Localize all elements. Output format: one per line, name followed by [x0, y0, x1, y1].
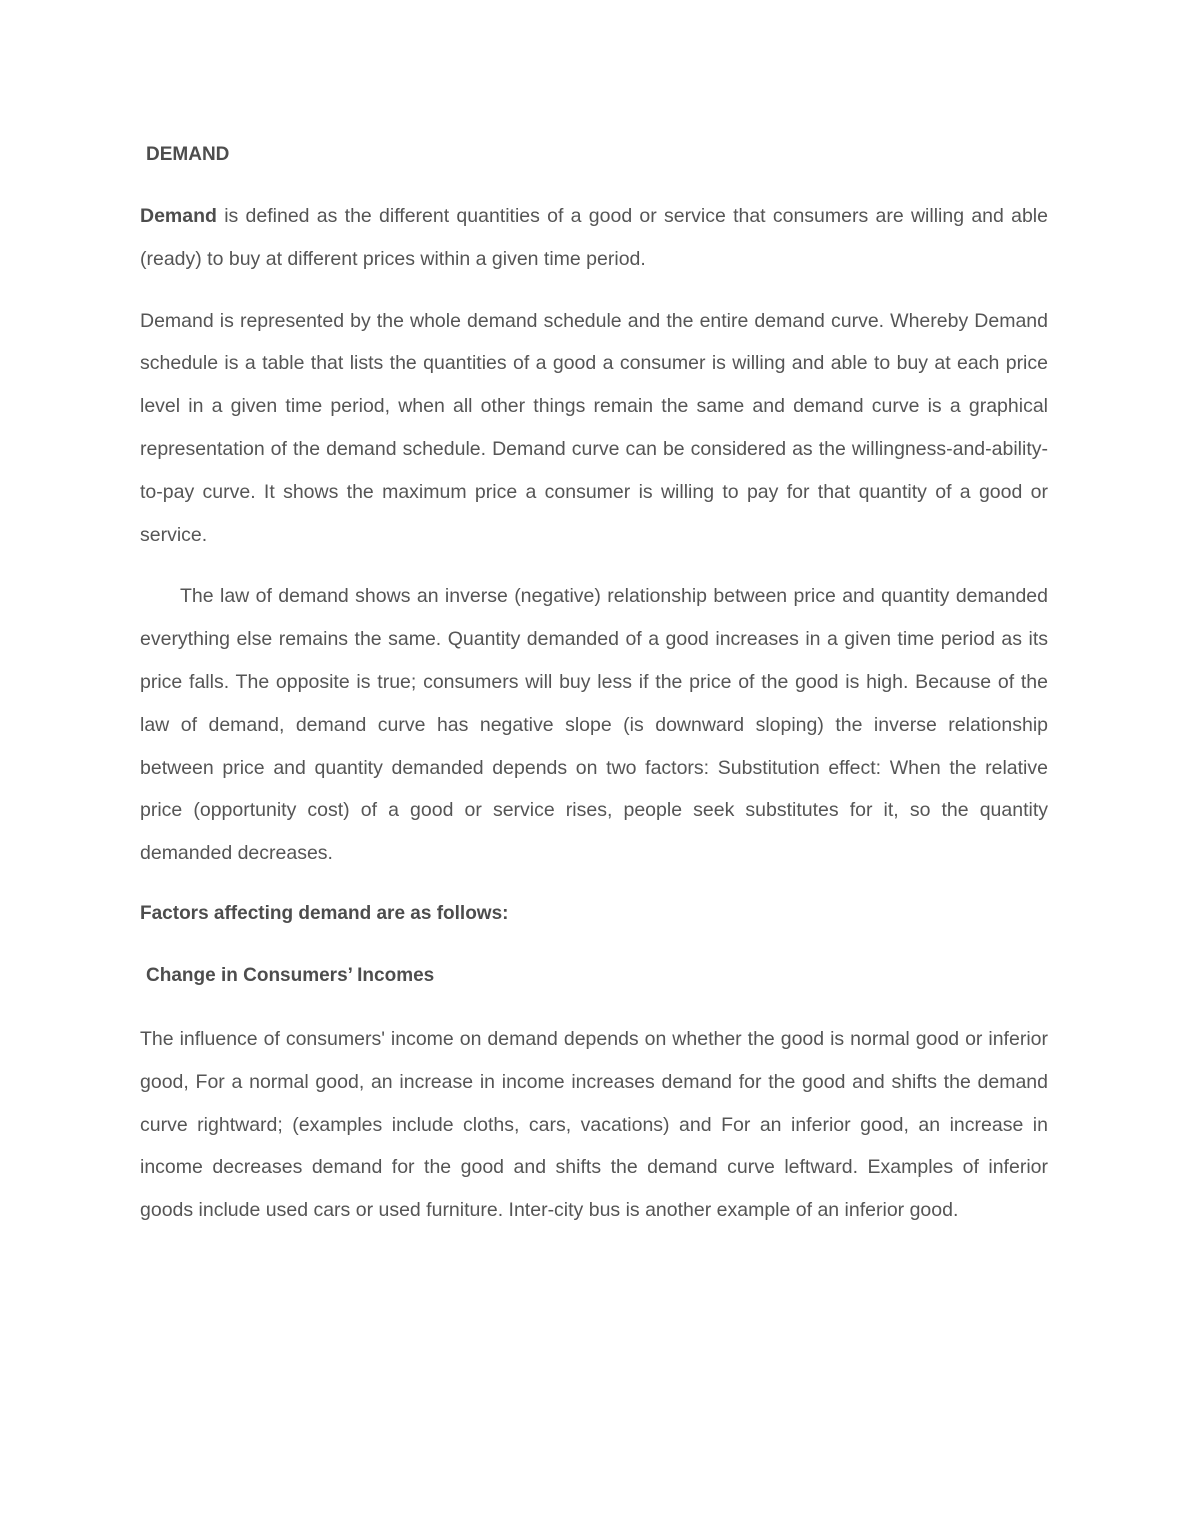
- document-body: [140, 135, 1048, 1251]
- document-title: DEMAND: [146, 144, 230, 165]
- definition-paragraph: [140, 195, 1048, 281]
- income-paragraph: The influence of consumers' income on demand depends on whether the good is normal good or inferior good, For a normal good, an increase in income increases demand for the good and shifts the demand curve rightward; (examples include cloths, cars, vacations) and For an inferior good, an increase in income decreases demand for the good and shifts the demand curve leftward. Examples of inferior goods include used cars or used furniture. Inter-city bus is another example of an inferior good.: [140, 1027, 1048, 1222]
- factors-heading: Factors affecting demand are as follows:: [140, 902, 509, 924]
- law-of-demand-paragraph: The law of demand shows an inverse (negative) relationship between price and quantity demanded everything else remains the same. Quantity demanded of a good increases in a given time period as its price falls. The opposite is true; consumers will buy less if the price of the good is high. Because of the law of demand, demand curve has negative slope (is downward sloping) the inverse relationship between price and quantity demanded depends on two factors: Substitution effect: When the relative price (opportunity cost) of a good or service rises, people seek substitutes for it, so the quantity demanded decreases.: [140, 585, 1048, 865]
- definition-text: is defined as the different quantities of a good or service that consumers are willing and able (ready) to buy at different prices within a given time period.: [140, 205, 1048, 270]
- demand-schedule-paragraph: Demand is represented by the whole demand schedule and the entire demand curve. Whereby Demand schedule is a table that lists the quantities of a good a consumer is willing and able to buy at each price level in a given time period, when all other things remain the same and demand curve is a graphical representation of the demand schedule. Demand curve can be considered as the willingness-and-ability-to-pay curve. It shows the maximum price a consumer is willing to pay for that quantity of a good or service.: [140, 309, 1048, 546]
- definition-term: Demand: [140, 205, 217, 227]
- income-heading: Change in Consumers’ Incomes: [146, 964, 435, 986]
